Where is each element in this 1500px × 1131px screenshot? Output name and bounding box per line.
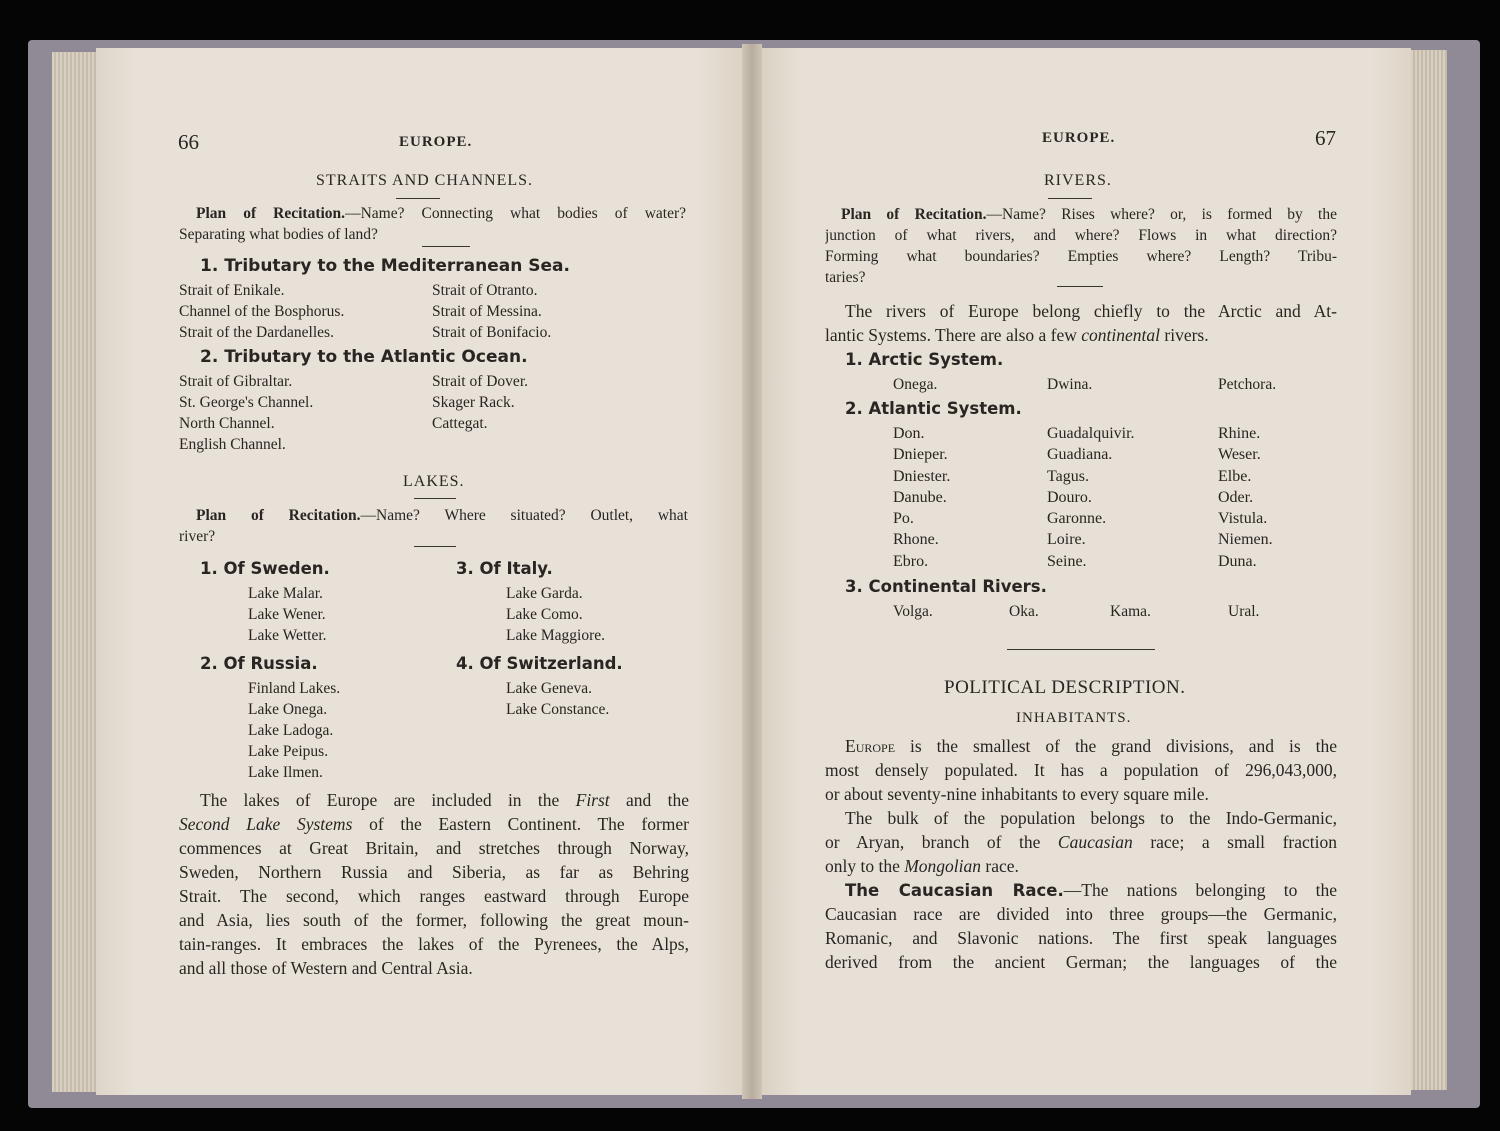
list-item: Rhone. <box>893 531 939 549</box>
lakes-paragraph-line7: tain-ranges. It embraces the lakes of the Pyrenees, the Alps, <box>179 934 689 954</box>
list-item: Oder. <box>1218 488 1254 506</box>
plan-of-recitation <box>196 203 686 224</box>
list-item: Lake Wetter. <box>248 627 327 644</box>
italic-text: continental <box>1081 325 1160 345</box>
list-item: Dnieper. <box>893 446 948 464</box>
plan-of-recitation <box>841 204 1337 225</box>
plan-rule <box>422 246 470 247</box>
list-item: Lake Onega. <box>248 701 328 718</box>
list-item: Weser. <box>1218 446 1261 464</box>
plan-of-recitation-line2: junction of what rivers, and where? Flows in what direction? <box>825 227 1337 244</box>
text: The lakes of Europe are included in the <box>200 790 576 810</box>
list-item: Loire. <box>1047 531 1086 549</box>
italic-text: First <box>575 790 610 810</box>
list-item: Lake Ilmen. <box>248 764 323 781</box>
plan-label: Plan of Recitation. <box>196 205 346 222</box>
atlantic-col1 <box>179 371 313 455</box>
list-item: Finland Lakes. <box>248 680 341 697</box>
mediterranean-col1 <box>179 280 344 343</box>
subsection-title-inhabitants: INHABITANTS. <box>1016 710 1132 726</box>
plan-of-recitation-line2: Separating what bodies of land? <box>179 226 378 243</box>
inhabitants-p1-line3: or about seventy-nine inhabitants to every square mile. <box>825 784 1209 804</box>
river-onega: Onega. <box>893 376 938 393</box>
atlantic-rivers-col3 <box>1218 423 1273 572</box>
atlantic-rivers-col2 <box>1047 423 1135 572</box>
inhabitants-p1-line1 <box>845 734 1337 758</box>
lakes-paragraph-line1 <box>200 788 689 812</box>
list-item: Guadiana. <box>1047 446 1113 464</box>
list-item: Strait of Gibraltar. <box>179 373 293 390</box>
list-item: Lake Peipus. <box>248 743 329 760</box>
section-title-lakes: LAKES. <box>403 473 465 490</box>
book-gutter <box>742 44 762 1099</box>
lakes-paragraph-line2 <box>179 812 689 836</box>
list-item: Po. <box>893 510 914 528</box>
inhabitants-p2-line3 <box>825 854 1019 878</box>
russia-list <box>248 678 340 783</box>
plan-of-recitation-line3: Forming what boundaries? Empties where? Length? Tribu- <box>825 248 1337 265</box>
list-item: Rhine. <box>1218 425 1261 442</box>
list-item: Lake Como. <box>506 606 583 623</box>
plan-text: —Name? Rises where? or, is formed by the <box>986 206 1337 223</box>
list-item: Tagus. <box>1047 467 1089 485</box>
atlantic-rivers-col1 <box>893 423 950 572</box>
text: lantic Systems. There are also a few <box>825 325 1082 345</box>
section-title-straits: STRAITS AND CHANNELS. <box>316 172 534 189</box>
lakes-paragraph-line4: Sweden, Northern Russia and Siberia, as far as Behring <box>179 862 689 882</box>
plan-label: Plan of Recitation. <box>841 206 987 223</box>
small-caps-text: Europe <box>845 736 896 756</box>
rivers-intro-line2 <box>825 323 1209 347</box>
inhabitants-p2-line2 <box>825 830 1337 854</box>
list-item: Niemen. <box>1218 531 1273 549</box>
section-title-political: POLITICAL DESCRIPTION. <box>944 677 1186 698</box>
lakes-paragraph-line6: and Asia, lies south of the former, following the great moun- <box>179 910 689 930</box>
text: or Aryan, branch of the <box>825 832 1058 852</box>
text: race; a small fraction <box>1132 832 1337 852</box>
list-item: St. George's Channel. <box>179 394 314 411</box>
list-item: North Channel. <box>179 415 275 432</box>
list-item: Lake Wener. <box>248 606 326 623</box>
list-item: Garonne. <box>1047 510 1107 528</box>
list-item: Strait of Dover. <box>432 373 528 390</box>
list-item: Ebro. <box>893 552 929 570</box>
list-item: Seine. <box>1047 552 1087 570</box>
page-number: 67 <box>1315 126 1336 150</box>
list-item: Lake Malar. <box>248 585 323 602</box>
caucasian-line4: derived from the ancient German; the languages of the <box>825 952 1337 972</box>
italic-text: Mongolian <box>904 856 982 876</box>
list-item: Cattegat. <box>432 415 488 432</box>
river-petchora: Petchora. <box>1218 376 1277 393</box>
list-item: Strait of Bonifacio. <box>432 324 552 341</box>
river-ural: Ural. <box>1228 603 1260 620</box>
plan-of-recitation <box>196 505 688 526</box>
lake-group-switzerland: 4. Of Switzerland. <box>456 654 623 673</box>
plan-of-recitation-line4: taries? <box>825 269 866 286</box>
river-oka: Oka. <box>1009 603 1039 620</box>
lake-group-sweden: 1. Of Sweden. <box>200 559 330 578</box>
text: of the Eastern Continent. The former <box>352 814 689 834</box>
sweden-list <box>248 583 327 646</box>
right-page <box>751 48 1411 1095</box>
list-item: Duna. <box>1218 552 1257 570</box>
lake-group-italy: 3. Of Italy. <box>456 559 553 578</box>
title-rule <box>1048 198 1092 199</box>
list-item: Strait of the Dardanelles. <box>179 324 334 341</box>
list-item: Don. <box>893 425 925 442</box>
river-volga: Volga. <box>893 603 933 620</box>
title-rule <box>396 198 440 199</box>
plan-label: Plan of Recitation. <box>196 507 361 524</box>
section-divider <box>1007 649 1155 650</box>
list-item: Danube. <box>893 488 947 506</box>
running-head: EUROPE. <box>399 134 473 150</box>
caucasian-line2: Caucasian race are divided into three groups—the Germanic, <box>825 904 1337 924</box>
rivers-intro-line1: The rivers of Europe belong chiefly to the Arctic and At- <box>845 301 1337 321</box>
list-item: Lake Garda. <box>506 585 583 602</box>
lake-group-russia: 2. Of Russia. <box>200 654 318 673</box>
paragraph-heading: The Caucasian Race. <box>845 881 1064 900</box>
river-system-arctic: 1. Arctic System. <box>845 350 1004 369</box>
text: —The nations belonging to the <box>1063 880 1337 900</box>
plan-rule <box>414 546 456 547</box>
atlantic-col2 <box>432 371 528 434</box>
list-item: Strait of Messina. <box>432 303 542 320</box>
list-item: Strait of Enikale. <box>179 282 285 299</box>
river-dwina: Dwina. <box>1047 376 1093 393</box>
text: is the smallest of the grand divisions, and is the <box>895 736 1337 756</box>
inhabitants-p2-line1: The bulk of the population belongs to the Indo-Germanic, <box>845 808 1337 828</box>
page-number: 66 <box>178 130 199 154</box>
plan-rule <box>1057 286 1103 287</box>
plan-text: —Name? Where situated? Outlet, what <box>360 507 688 524</box>
group-title-mediterranean: 1. Tributary to the Mediterranean Sea. <box>200 256 570 276</box>
list-item: Lake Constance. <box>506 701 610 718</box>
page-edges-left <box>52 52 100 1092</box>
caucasian-line3: Romanic, and Slavonic nations. The first speak languages <box>825 928 1337 948</box>
text: and the <box>609 790 689 810</box>
list-item: Elbe. <box>1218 467 1252 485</box>
text: race. <box>981 856 1019 876</box>
mediterranean-col2 <box>432 280 551 343</box>
section-title-rivers: RIVERS. <box>1044 172 1112 189</box>
river-system-continental: 3. Continental Rivers. <box>845 577 1047 596</box>
list-item: Strait of Otranto. <box>432 282 538 299</box>
text: rivers. <box>1160 325 1209 345</box>
plan-text: —Name? Connecting what bodies of water? <box>345 205 686 222</box>
running-head: EUROPE. <box>1042 130 1116 146</box>
list-item: Lake Ladoga. <box>248 722 334 739</box>
caucasian-line1 <box>845 878 1337 903</box>
italic-text: Second Lake Systems <box>179 814 353 834</box>
list-item: Lake Geneva. <box>506 680 593 697</box>
italy-list <box>506 583 605 646</box>
inhabitants-p1-line2: most densely populated. It has a population of 296,043,000, <box>825 760 1337 780</box>
list-item: English Channel. <box>179 436 286 453</box>
group-title-atlantic: 2. Tributary to the Atlantic Ocean. <box>200 347 528 367</box>
river-kama: Kama. <box>1110 603 1151 620</box>
list-item: Vistula. <box>1218 510 1268 528</box>
list-item: Skager Rack. <box>432 394 515 411</box>
title-rule <box>414 498 456 499</box>
left-page <box>96 48 751 1095</box>
text: only to the <box>825 856 905 876</box>
river-system-atlantic: 2. Atlantic System. <box>845 399 1022 418</box>
list-item: Channel of the Bosphorus. <box>179 303 345 320</box>
lakes-paragraph-line3: commences at Great Britain, and stretches through Norway, <box>179 838 689 858</box>
switzerland-list <box>506 678 609 720</box>
italic-text: Caucasian <box>1057 832 1133 852</box>
list-item: Guadalquivir. <box>1047 425 1135 442</box>
lakes-paragraph-line8: and all those of Western and Central Asia. <box>179 958 473 978</box>
plan-of-recitation-line2: river? <box>179 528 216 545</box>
lakes-paragraph-line5: Strait. The second, which ranges eastward through Europe <box>179 886 689 906</box>
list-item: Lake Maggiore. <box>506 627 605 644</box>
list-item: Douro. <box>1047 488 1092 506</box>
list-item: Dniester. <box>893 467 951 485</box>
